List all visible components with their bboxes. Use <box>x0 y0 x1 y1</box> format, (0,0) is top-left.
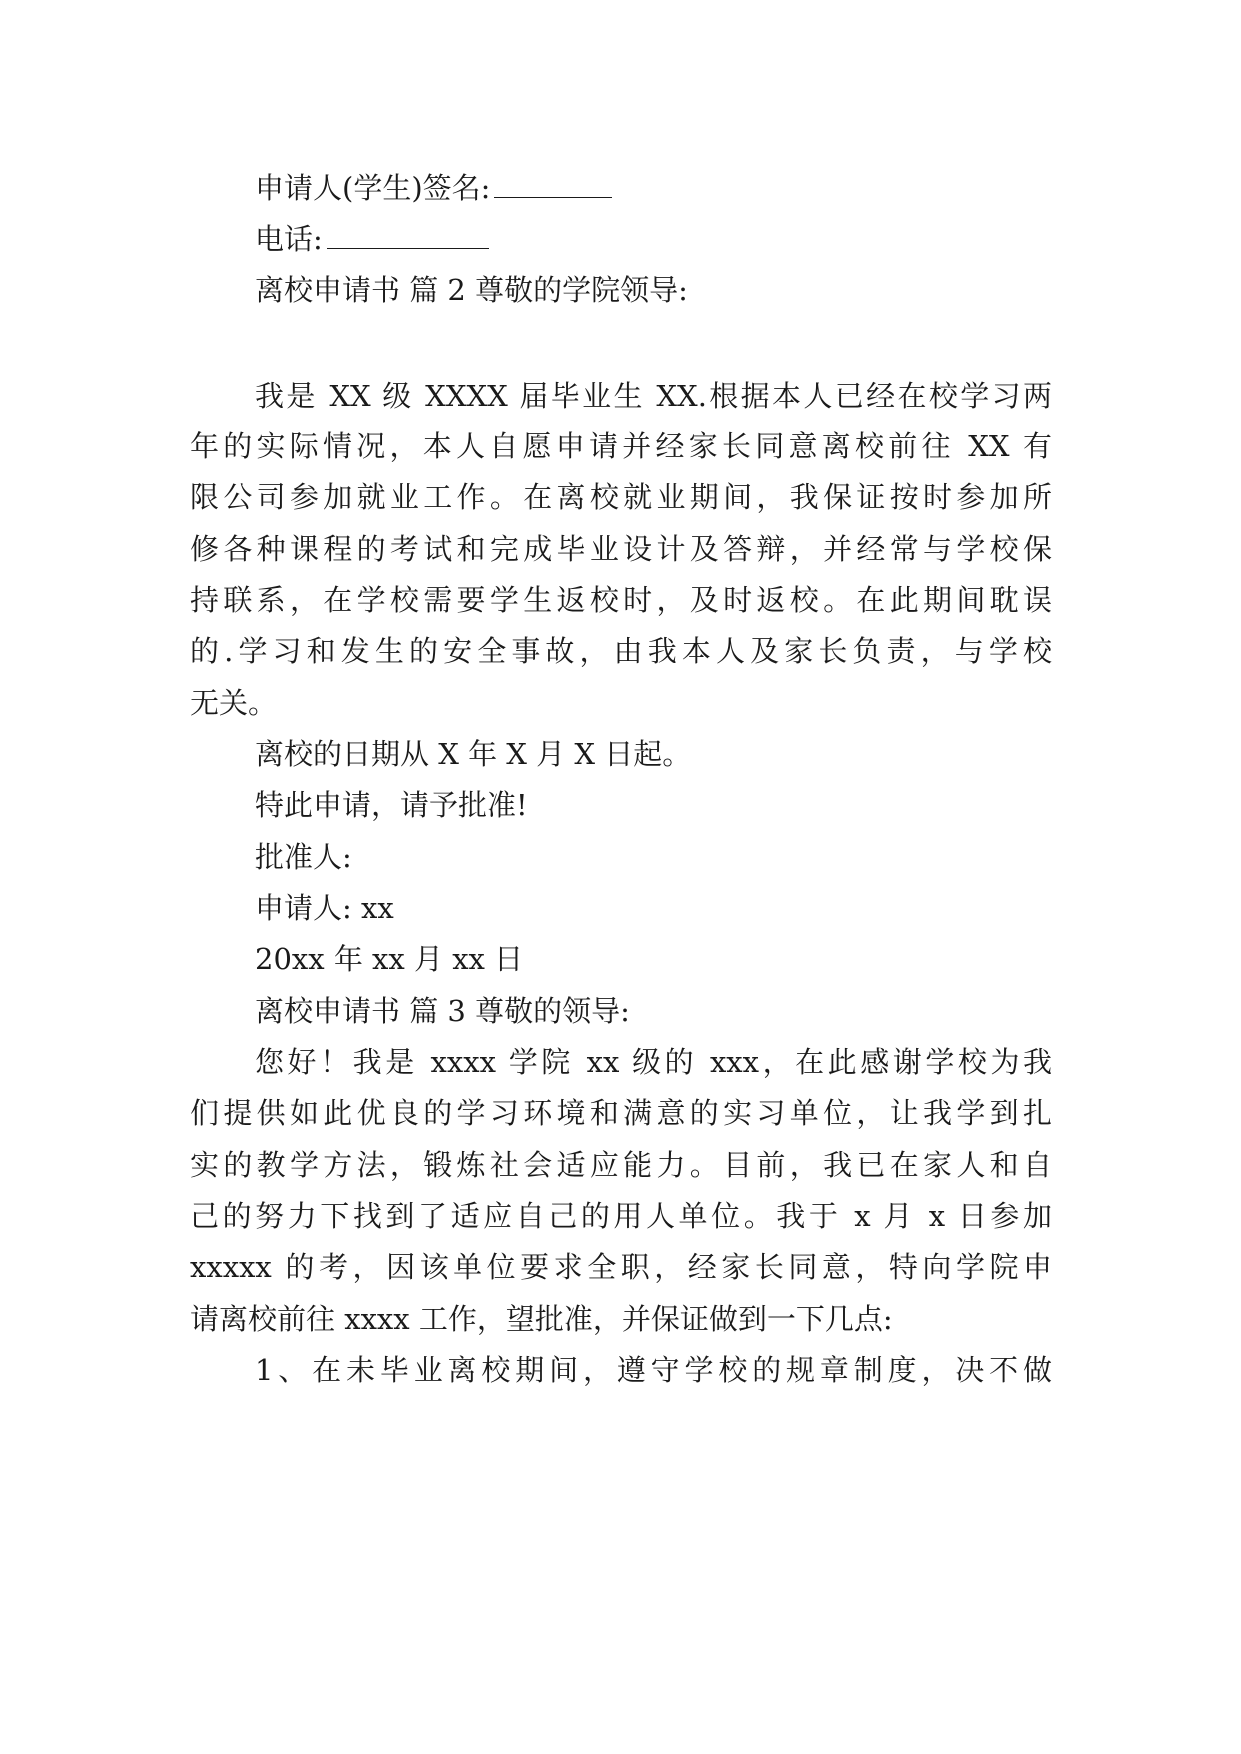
phone-blank <box>327 220 489 249</box>
paragraph-line: 修各种课程的考试和完成毕业设计及答辩，并经常与学校保 <box>190 532 1052 566</box>
phone-line: 电话: <box>255 219 1052 259</box>
paragraph-line: 我是 XX 级 XXXX 届毕业生 XX.根据本人已经在校学习两 <box>255 379 1052 413</box>
request-approval-line: 特此申请，请予批准! <box>255 788 528 822</box>
date-line: 20xx 年 xx 月 xx 日 <box>255 942 524 976</box>
paragraph-line: 实的教学方法，锻炼社会适应能力。目前，我已在家人和自 <box>190 1148 1052 1182</box>
paragraph-line: 年的实际情况，本人自愿申请并经家长同意离校前往 XX 有 <box>190 429 1052 463</box>
signature-blank <box>494 169 612 198</box>
paragraph-line: 您好！我是 xxxx 学院 xx 级的 xxx，在此感谢学校为我 <box>255 1045 1052 1079</box>
applicant-line: 申请人: xx <box>255 891 394 925</box>
approver-line: 批准人: <box>255 840 352 874</box>
leave-date-line: 离校的日期从 X 年 X 月 X 日起。 <box>255 737 692 771</box>
numbered-item-1: 1、在未毕业离校期间，遵守学校的规章制度，决不做 <box>255 1353 1052 1387</box>
paragraph-line: 己的努力下找到了适应自己的用人单位。我于 x 月 x 日参加 <box>190 1199 1052 1233</box>
paragraph-line: 们提供如此优良的学习环境和满意的实习单位，让我学到扎 <box>190 1096 1052 1130</box>
paragraph-line: 请离校前往 xxxx 工作，望批准，并保证做到一下几点: <box>190 1302 893 1336</box>
section-heading-3: 离校申请书 篇 3 尊敬的领导: <box>255 994 630 1028</box>
paragraph-line: xxxxx 的考，因该单位要求全职，经家长同意，特向学院申 <box>190 1250 1052 1284</box>
paragraph-line: 的.学习和发生的安全事故，由我本人及家长负责，与学校 <box>190 634 1052 668</box>
section-heading-2: 离校申请书 篇 2 尊敬的学院领导: <box>255 273 688 307</box>
paragraph-line: 限公司参加就业工作。在离校就业期间，我保证按时参加所 <box>190 480 1052 514</box>
applicant-signature-line: 申请人(学生)签名: <box>255 168 1052 208</box>
paragraph-line: 无关。 <box>190 686 278 720</box>
paragraph-line: 持联系，在学校需要学生返校时，及时返校。在此期间耽误 <box>190 583 1052 617</box>
